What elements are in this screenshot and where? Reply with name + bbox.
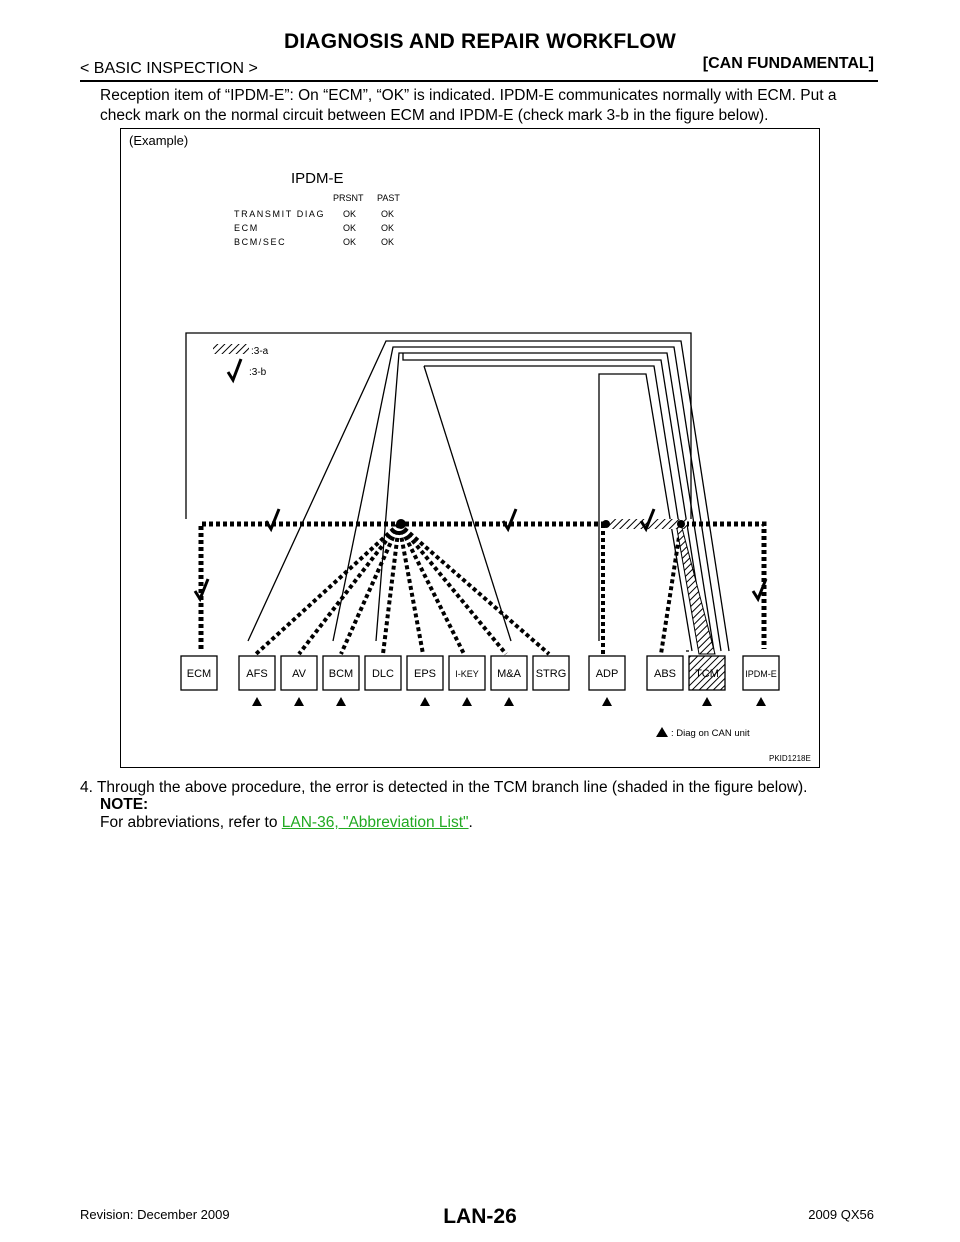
diag-row-past: OK [381,223,395,233]
legend-check-icon [228,359,241,380]
check-icon [266,509,279,529]
wire-bundle [248,341,729,651]
diag-markers [252,697,766,706]
unit-label: ABS [653,668,677,680]
unit-label: TCM [695,668,719,680]
model-label: 2009 QX56 [808,1207,874,1222]
diag-row-present: OK [343,237,357,247]
diag-row-past: OK [381,237,395,247]
check-icon [503,509,516,529]
revision-label: Revision: December 2009 [80,1207,230,1222]
unit-label: AFS [246,668,268,680]
can-diagram [121,129,821,769]
diag-row-present: OK [343,209,357,219]
note-prefix: For abbreviations, refer to [100,814,282,831]
diag-triangle-icon [602,697,612,706]
category-label: [CAN FUNDAMENTAL] [702,55,874,72]
branch-lines [256,524,681,654]
note-heading: NOTE: [100,796,149,813]
diag-row-item: TRANSMIT DIAG [234,209,326,219]
tcm-branch-shaded [677,524,715,654]
hub-node-2 [602,520,610,528]
screen-title: IPDM-E [291,170,344,187]
unit-label: ADP [595,668,619,680]
col-present-header: PRSNT [333,193,364,203]
diag-row-item: ECM [234,223,259,233]
control-units [181,656,779,690]
example-label: (Example) [129,133,189,148]
unit-label: IPDM-E [745,669,777,679]
unit-label: AV [292,668,306,680]
abbreviation-list-link[interactable]: LAN-36, "Abbreviation List" [281,814,469,831]
step-4: 4. Through the above procedure, the error is detected in the TCM branch line (shaded in the figure below). [80,779,808,796]
diag-triangle-icon [504,697,514,706]
note-text [100,814,473,832]
diag-triangle-icon [336,697,346,706]
unit-label: DLC [371,668,395,680]
diag-triangle-icon [462,697,472,706]
diag-triangle-icon [294,697,304,706]
col-past-header: PAST [377,193,400,203]
diag-rows [234,209,394,247]
unit-label: EPS [413,668,437,680]
hub-node-3 [677,520,685,528]
can-diagram-figure [120,128,820,768]
hub-node-1 [396,519,406,529]
legend-hatch-swatch [213,344,249,354]
diag-triangle-icon [756,697,766,706]
frame-wire [186,333,691,519]
diag-row-past: OK [381,209,395,219]
figure-code: PKID1218E [769,754,811,763]
unit-label: M&A [497,668,521,680]
diag-legend-label: : Diag on CAN unit [671,728,750,739]
intro-paragraph: Reception item of “IPDM-E”: On “ECM”, “OK” is indicated. IPDM-E communicates normally with ECM. Put a check mark on the normal circuit between ECM and IPDM-E (check mark 3-b in the figure below). [100,87,837,124]
unit-label: BCM [328,668,354,680]
diag-triangle-icon [702,697,712,706]
diag-triangle-icon [420,697,430,706]
legend-3b-label: :3-b [249,367,267,378]
page-title: DIAGNOSIS AND REPAIR WORKFLOW [284,30,676,53]
diag-row-present: OK [343,223,357,233]
section-breadcrumb: < BASIC INSPECTION > [80,60,258,77]
diag-triangle-icon [252,697,262,706]
unit-label: STRG [535,668,567,680]
unit-label: ECM [186,668,212,680]
header-rule [80,80,878,82]
unit-label: I-KEY [455,669,479,679]
diag-row-item: BCM/SEC [234,237,287,247]
note-suffix: . [468,814,473,831]
legend-3a-label: :3-a [251,346,269,357]
diag-legend-triangle-icon [656,727,668,737]
page-number: LAN-26 [443,1205,517,1228]
